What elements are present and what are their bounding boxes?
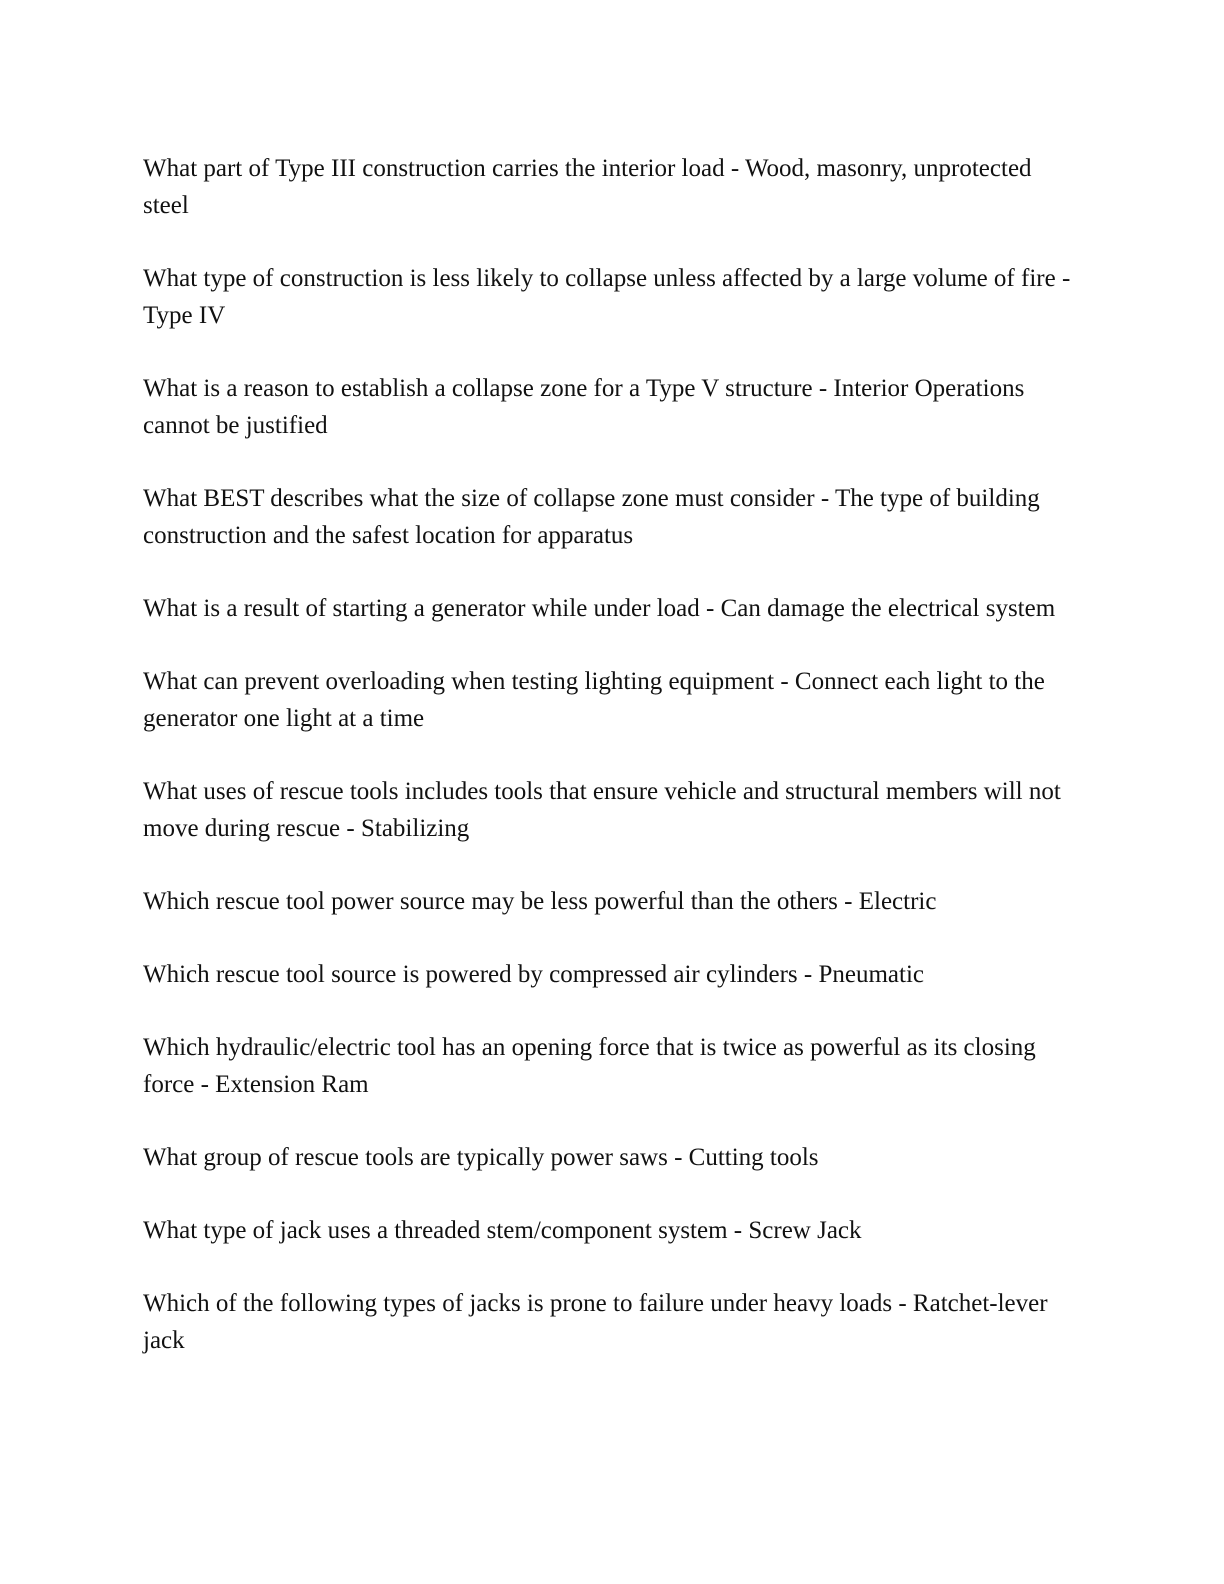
qa-item-11: What group of rescue tools are typically power saws - Cutting tools: [143, 1144, 819, 1171]
qa-item-3: What is a reason to establish a collapse zone for a Type V structure - Interior Operations cannot be justified: [143, 375, 1025, 439]
qa-item-5: What is a result of starting a generator while under load - Can damage the electrical system: [143, 595, 1056, 622]
qa-item-2: What type of construction is less likely to collapse unless affected by a large volume of fire - Type IV: [143, 265, 1071, 329]
qa-item-4: What BEST describes what the size of collapse zone must consider - The type of building construction and the safest location for apparatus: [143, 485, 1040, 549]
qa-item-7: What uses of rescue tools includes tools that ensure vehicle and structural members will not move during rescue - Stabilizing: [143, 778, 1061, 842]
document-body: [143, 150, 1083, 1395]
qa-item-13: Which of the following types of jacks is prone to failure under heavy loads - Ratchet-lever jack: [143, 1290, 1048, 1354]
qa-item-12: What type of jack uses a threaded stem/component system - Screw Jack: [143, 1217, 862, 1244]
qa-item-6: What can prevent overloading when testing lighting equipment - Connect each light to the generator one light at a time: [143, 668, 1045, 732]
qa-item-1: What part of Type III construction carries the interior load - Wood, masonry, unprotected steel: [143, 155, 1032, 219]
qa-item-8: Which rescue tool power source may be less powerful than the others - Electric: [143, 888, 937, 915]
qa-item-9: Which rescue tool source is powered by compressed air cylinders - Pneumatic: [143, 961, 924, 988]
qa-item-10: Which hydraulic/electric tool has an opening force that is twice as powerful as its closing force - Extension Ram: [143, 1034, 1036, 1098]
